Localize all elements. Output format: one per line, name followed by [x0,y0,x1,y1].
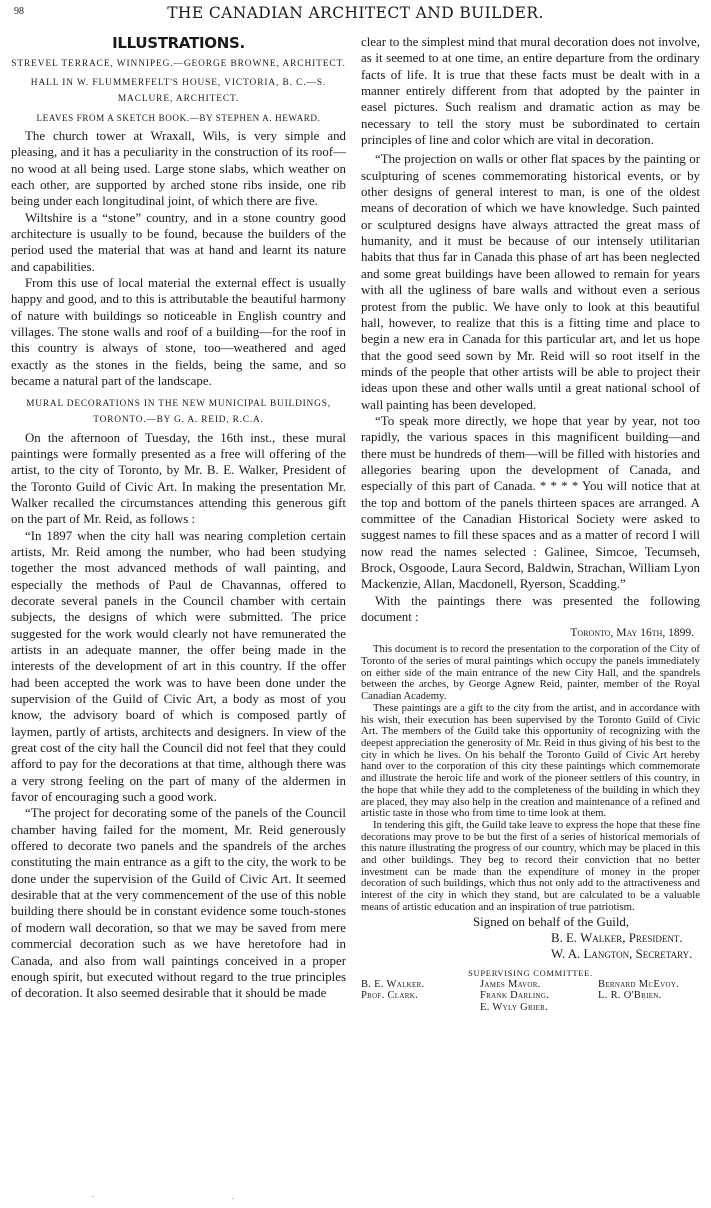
page-number: 98 [14,6,24,17]
paragraph: The church tower at Wraxall, Wils, is very simple and pleasing, and it has a peculiarity in the construction of its roof—no wood at all being used. Large stone slabs, which weather on each other, are supported by arched stone ribs inside, one rib being under each longitudinal joint, of which there are five. [11,129,346,209]
paragraph: “The project for decorating some of the panels of the Council chamber having failed for the moment, Mr. Reid generously offered to decorate two panels and the spandrels of the arches constituting the main entrance as a gift to the city, the work to be done under the supervision of the Guild of Civic Art. It seemed desirable that at the very commencement of the use of this noble building there should be in constant evidence some touch-stones of modern wall decoration, so that we may be saved from mere commercial decoration such as we have heretofore had in Canada, and also from wall paintings conceived in a proper enough spirit, but executed without regard to the true principles of decoration. It also seemed desirable that it should be made [11,806,346,1001]
right-column [361,34,700,1013]
scan-speck [232,1198,234,1199]
committee-member: B. E. Walker. [361,978,425,990]
committee-list [361,979,700,1014]
scan-speck [92,1196,94,1197]
document-paragraph: In tendering this gift, the Guild take leave to express the hope that these fine decorations may prove to be but the first of a series of historical memorials of this nature illustrating the progress of our country, which may be placed in this and other buildings. They beg to record their conviction that no better investment can be made than the expenditure of money in the proper decoration of such buildings, which thus not only add to the attractiveness and interest of the city in which they stand, but are calculated to be a valuable means of artistic education and an inspiration of true patriotism. [361,818,700,913]
committee-member: James Mavor. [480,978,541,990]
paragraph: clear to the simplest mind that mural decoration does not involve, as it seemed to at one time, an entire departure from the ordinary facts of life. It is true that these facts must be dealt with in a manner entirely different from that adopted by the painter in easel pictures. Such realism and dramatic action as may be necessary to tell the story must be subordinated to certain principles of line and color which are vital in decoration. [361,35,700,148]
committee-column [361,979,480,1014]
section-title-illustrations: ILLUSTRATIONS. [112,34,245,52]
illustration-caption: STREVEL TERRACE, WINNIPEG.—GEORGE BROWNE, ARCHITECT. [11,59,346,69]
paragraph: “The projection on walls or other flat spaces by the painting or sculpturing of scenes commemorating historical events, or by other designs of general interest to man, is one of the oldest means of decoration of which we have knowledge. Such painted or sculptured designs have always attracted the great mass of humanity, and it must be because of our intensely utilitarian habits that thus far in Canada this phase of art has been neglected and some great buildings have been allowed to remain for years with all the ugliness of bare walls and without even a serious protest from the public. We have only to look at this beautiful hall, however, to realize that this is a fitting time and place to begin a new era in Canada for this particular art, and let us hope that the good seed sown by Mr. Reid will so root itself in the minds of the people that other artists will be able to project their ideas upon these and other walls until a great national school of wall painting has been developed. [361,152,700,412]
illustration-caption: LEAVES FROM A SKETCH BOOK.—BY STEPHEN A. HEWARD. [36,112,321,123]
committee-member: E. Wyly Grier. [480,1001,549,1013]
presentation-document [361,626,700,1013]
document-paragraph: This document is to record the presentation to the corporation of the City of Toronto of the series of mural paintings which occupy the panels immediately on either side of the main entrance of the new City Hall, and the spandrels between the arches, by George Agnew Reid, painter, member of the Royal Canadian Academy. [361,643,700,703]
committee-member: Bernard McEvoy. [598,978,680,990]
paragraph: “To speak more directly, we hope that year by year, not too rapidly, the various spaces in this magnificent building—and there must be hundreds of them—will be filled with histories and allegories bearing upon the development of Canada, and especially of this part of Canada. * * * * You will notice that at the top and bottom of the panels thirteen spaces are arranged. A committee of the Canadian Historical Society were asked to suggest names to fill these spaces and as a matter of record I will now read the names selected : Galinee, Simcoe, Tecumseh, Brock, Osgoode, Laura Secord, Baldwin, Strachan, William Lyon Mackenzie, Allan, Macdonell, Ryerson, Scadding.” [361,413,700,592]
committee-column [480,979,598,1014]
committee-member: Prof. Clark. [361,990,418,1002]
running-title: THE CANADIAN ARCHITECT AND BUILDER. [167,4,544,22]
committee-member: L. R. O'Brien. [598,990,662,1002]
committee-heading: SUPERVISING COMMITTEE. [468,967,593,978]
document-dateline: Toronto, May 16th, 1899. [570,627,694,640]
article-subheading: MURAL DECORATIONS IN THE NEW MUNICIPAL BUILDINGS, TORONTO.—BY G. A. REID, R.C.A. [26,398,331,425]
paragraph: From this use of local material the external effect is usually happy and good, and to this is attributable the beautiful harmony of nature with buildings so noticeable in English country and villages. The stone walls and roof of a building—for the roof in this country is always of stone, too—weathered and aged exactly as the stones in the fields, being the same, and so became a natural part of the landscape. [11,276,346,389]
signatory: B. E. Walker, President. [551,930,683,945]
left-column [11,34,346,1002]
paragraph: On the afternoon of Tuesday, the 16th inst., these mural paintings were formally presented as a free will offering of the artist, to the city of Toronto, by Mr. B. E. Walker, President of the Toronto Guild of Civic Art. In making the presentation Mr. Walker recalled the circumstances attending this generous gift on the part of Mr. Reid, as follows : [11,430,346,527]
document-paragraph: These paintings are a gift to the city from the artist, and in accordance with his wish, their execution has been supervised by the Toronto Guild of Civic Art. The members of the Guild take this opportunity of recognizing with the deepest appreciation the generosity of Mr. Reid in thus giving of his best to the city in which he lives. On his behalf the Toronto Guild of Civic Art hereby hand over to the corporation of this city these paintings which commemorate and illustrate the heroic life and work of the pioneer settlers of this country, in the hope that while they add to the completeness of the building in which they are placed, they may also help in the creation and maintenance of a refined and artistic taste in those who from time to time look at them. [361,701,700,820]
paragraph: With the paintings there was presented the following document : [361,593,700,625]
signatory: W. A. Langton, Secretary. [551,947,693,962]
signed-line: Signed on behalf of the Guild, [473,914,630,929]
paragraph: “In 1897 when the city hall was nearing completion certain artists, Mr. Reid among the number, who had been studying together the most advanced methods of wall painting, and especially the methods of Paul de Chavannas, offered to decorate several panels in the Council chamber with certain subjects, the designs of which were submitted. The price suggested for the work would clearly not have remunerated the artists in an adequate manner, the offer being made in the interests of the development of art in this country. If the offer had been accepted the work was to have been done under the supervision of the Guild of Civic Art, a body as most of you know, the advisory board of which is composed partly of laymen, partly of artists, architects and designers. In view of the great cost of the city hall the Council did not feel that they could afford to pay for the decorations at that time, although there was a very strong feeling on the part of many of the aldermen in favor of encouraging such a good work. [11,528,346,805]
paragraph: Wiltshire is a “stone” country, and in a stone country good architecture is usually to be found, because the builders of the period used the material that was at hand and learnt its nature and capabilities. [11,210,346,274]
committee-member: Frank Darling. [480,990,550,1002]
illustration-caption: HALL IN W. FLUMMERFELT'S HOUSE, VICTORIA, B. C.—S. MACLURE, ARCHITECT. [30,77,327,104]
committee-column [598,979,700,1014]
